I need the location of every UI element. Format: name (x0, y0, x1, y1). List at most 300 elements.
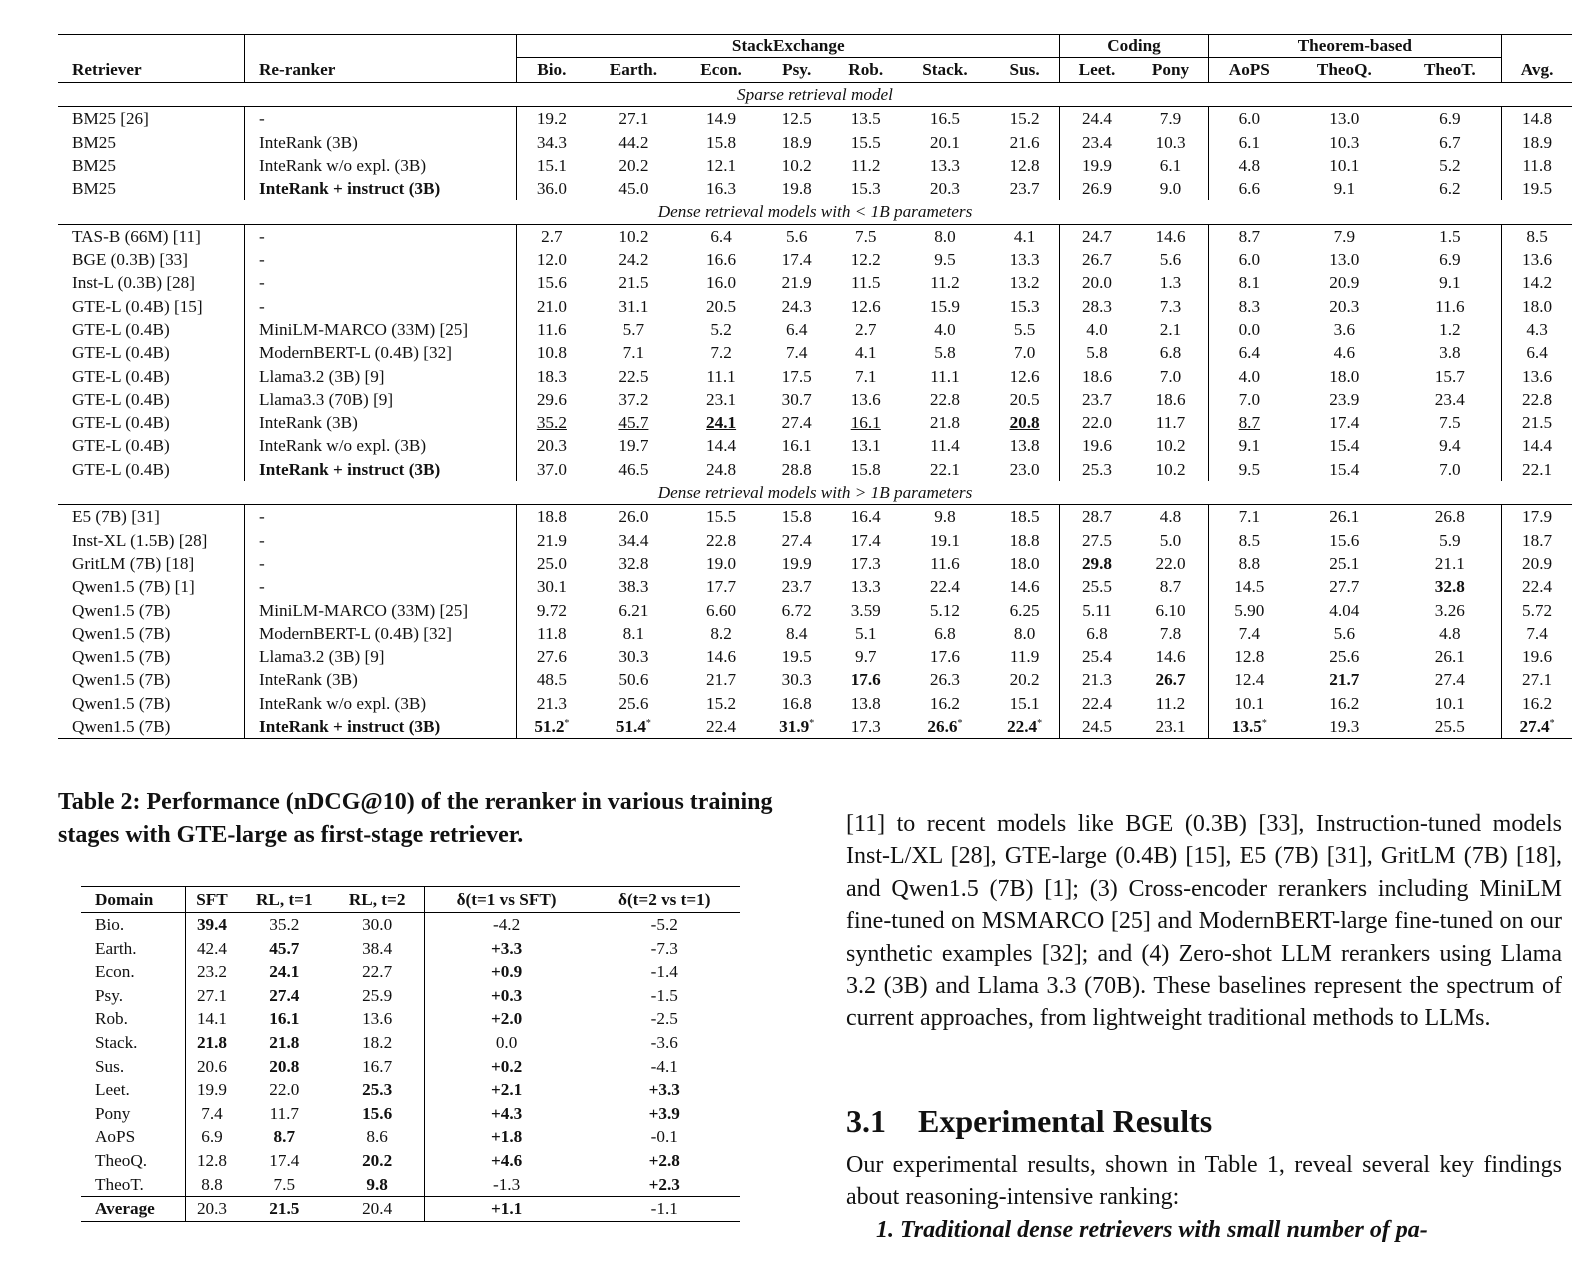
score-cell: 38.4 (331, 937, 425, 961)
score-cell: -1.3 (492, 1174, 521, 1194)
col-header: Earth. (587, 58, 680, 83)
score-cell: 18.6 (1081, 366, 1113, 386)
score-cell: 21.3 (1081, 670, 1113, 690)
score-cell: 5.72 (1522, 600, 1553, 620)
score-cell: 19.6 (1081, 436, 1113, 456)
score-cell: 5.0 (1134, 529, 1209, 552)
reranker-cell: InteRank + instruct (3B) (245, 458, 517, 481)
reranker-cell: MiniLM-MARCO (33M) [25] (245, 599, 517, 622)
score-cell: 20.0 (1081, 273, 1113, 293)
score-cell: 11.2 (930, 273, 960, 293)
score-cell: 9.0 (1134, 177, 1209, 200)
retriever-cell: GTE-L (0.4B) (58, 434, 245, 457)
score-cell: 17.7 (706, 577, 737, 597)
col-header: Stack. (900, 58, 990, 83)
score-cell: 30.3 (618, 647, 649, 667)
score-cell: 16.1 (269, 1009, 300, 1029)
score-cell: 26.0 (618, 507, 649, 527)
score-cell: +2.3 (648, 1174, 680, 1194)
score-cell: 8.2 (710, 623, 732, 643)
col-header: Rob. (831, 58, 900, 83)
reranker-cell: - (245, 505, 517, 529)
score-cell: 13.8 (990, 434, 1060, 457)
table-row (81, 1031, 740, 1055)
score-cell: 24.1 (269, 962, 300, 982)
reranker-cell: InteRank + instruct (3B) (245, 715, 517, 739)
body-paragraph-baselines (846, 808, 1562, 1035)
score-cell: 29.8 (1081, 553, 1113, 573)
score-cell: 10.8 (536, 343, 567, 363)
score-cell: 6.60 (706, 600, 737, 620)
score-cell: 15.9 (929, 296, 960, 316)
score-cell: 24.7 (1081, 226, 1113, 246)
col-header: Sus. (990, 58, 1060, 83)
score-cell: 8.7 (273, 1127, 296, 1147)
score-cell: +3.3 (490, 938, 523, 958)
score-cell: 26.7 (1081, 250, 1113, 270)
score-cell: 5.8 (934, 343, 956, 363)
score-cell: 21.6 (990, 131, 1060, 154)
score-cell: 7.0 (1238, 389, 1261, 409)
score-cell: 14.1 (196, 1009, 228, 1029)
table-row (58, 458, 1572, 481)
reranker-cell: InteRank + instruct (3B) (245, 177, 517, 200)
score-cell: 32.8 (618, 553, 649, 573)
score-cell: 9.1 (1333, 179, 1356, 199)
reranker-cell: Llama3.2 (3B) [9] (245, 645, 517, 668)
score-cell: 27.6 (536, 647, 567, 667)
score-cell: 7.2 (710, 343, 732, 363)
reranker-cell: InteRank (3B) (245, 668, 517, 691)
score-cell: 12.1 (706, 155, 737, 175)
score-cell: 22.0 (269, 1080, 300, 1100)
table-row (81, 1173, 740, 1197)
score-cell: 7.0 (1399, 458, 1502, 481)
score-cell: 13.3 (929, 155, 960, 175)
score-cell: 2.7 (541, 226, 563, 246)
col-header: RL, t=1 (238, 887, 331, 913)
score-cell: 8.7 (1134, 575, 1209, 598)
score-cell: 26.7 (1134, 668, 1209, 691)
score-cell: 13.3 (850, 577, 881, 597)
score-cell: 18.5 (990, 505, 1060, 529)
score-cell: 7.3 (1134, 295, 1209, 318)
score-cell: 10.2 (1134, 458, 1209, 481)
score-cell: 13.0 (1329, 250, 1360, 270)
table-row (58, 248, 1572, 271)
score-cell: 21.7 (706, 670, 737, 690)
score-cell: 11.7 (269, 1103, 300, 1123)
score-cell: 14.4 (1522, 436, 1553, 456)
domain-cell: Psy. (81, 984, 186, 1008)
table-row (81, 913, 740, 937)
score-cell: 8.5 (1238, 530, 1261, 550)
score-cell: 6.25 (990, 599, 1060, 622)
score-cell: 37.0 (536, 459, 567, 479)
col-header: Re-ranker (245, 58, 517, 83)
score-cell: 21.5 (618, 273, 649, 293)
score-cell: 10.2 (781, 155, 812, 175)
table-row (58, 177, 1572, 200)
score-cell: 10.1 (1234, 693, 1265, 713)
reranker-cell: ModernBERT-L (0.4B) [32] (245, 622, 517, 645)
col-header: TheoT. (1399, 58, 1502, 83)
score-cell: 19.5 (1522, 179, 1553, 199)
score-cell: 9.72 (536, 600, 567, 620)
average-row (81, 1197, 740, 1222)
score-cell: 16.6 (706, 250, 737, 270)
score-cell: 26.1 (1399, 645, 1502, 668)
domain-cell: Rob. (81, 1007, 186, 1031)
score-cell: 24.4 (1081, 109, 1113, 129)
reranker-cell: - (245, 248, 517, 271)
score-cell: 22.0 (1081, 413, 1113, 433)
col-header: Psy. (762, 58, 831, 83)
score-cell: 38.3 (618, 577, 649, 597)
score-cell: 15.5 (850, 132, 881, 152)
score-cell: 16.2 (1522, 693, 1553, 713)
score-cell: 23.4 (1399, 388, 1502, 411)
score-cell: 21.8 (269, 1032, 300, 1052)
score-cell: 11.8 (1522, 155, 1552, 175)
score-cell: 14.8 (1522, 109, 1553, 129)
score-cell: 0.0 (1238, 319, 1261, 339)
score-cell: 6.7 (1399, 131, 1502, 154)
score-cell: 42.4 (196, 938, 228, 958)
score-cell: 21.5 (1522, 413, 1553, 433)
score-cell: 19.5 (781, 647, 812, 667)
score-cell: 7.9 (1134, 107, 1209, 131)
domain-cell: Leet. (81, 1078, 186, 1102)
score-cell: 15.2 (706, 693, 737, 713)
score-cell: 15.1 (536, 155, 567, 175)
col-header: Econ. (680, 58, 762, 83)
score-cell: 5.90 (1234, 600, 1265, 620)
score-cell: 11.6 (930, 553, 960, 573)
table-row (58, 715, 1572, 739)
finding-1: 1. Traditional dense retrievers with small number of pa- (876, 1217, 1428, 1243)
score-cell: 28.8 (781, 459, 812, 479)
score-cell: 8.5 (1526, 226, 1548, 246)
col-header: Leet. (1060, 58, 1134, 83)
score-cell: 9.1 (1238, 436, 1261, 456)
score-cell: 11.7 (1134, 411, 1209, 434)
score-cell: 13.0 (1329, 109, 1360, 129)
score-cell: -4.2 (492, 915, 521, 934)
score-cell: 23.0 (990, 458, 1060, 481)
score-cell: 15.6 (536, 273, 567, 293)
score-cell: 19.0 (706, 553, 737, 573)
score-cell: 22.7 (331, 960, 425, 984)
score-cell: 20.3 (1329, 296, 1360, 316)
table-row (58, 668, 1572, 691)
score-cell: 6.4 (1238, 343, 1261, 363)
score-cell: 7.1 (1238, 507, 1261, 527)
score-cell: 22.1 (929, 459, 960, 479)
score-cell: 13.2 (990, 271, 1060, 294)
score-cell: 7.0 (990, 341, 1060, 364)
score-cell: 11.4 (930, 436, 960, 456)
score-cell: 27.4 (781, 530, 812, 550)
score-cell: 12.4 (1234, 670, 1265, 690)
retriever-cell: TAS-B (66M) [11] (58, 224, 245, 248)
retriever-cell: BM25 (58, 177, 245, 200)
score-cell: 45.0 (618, 179, 649, 199)
paragraph-text: [11] to recent models like BGE (0.3B) [33], Instruction-tuned models Inst-L/XL [28], GTE-large (0.4B) [15], E5 (7B) [31], GritLM (7B) [18], and Qwen1.5 (7B) [1]; (3) Cross-encoder rerankers including MiniLM fine-tuned on MSMARCO [25] and ModernBERT-large fine-tuned on our synthetic examples [32]; and (4) Zero-shot LLM rerankers using Llama 3.2 (3B) and Llama 3.3 (70B). These baselines represent the spectrum of current approaches, from lightweight traditional methods to LLMs. (846, 811, 1562, 1032)
score-cell: 22.4 (1522, 577, 1553, 597)
score-cell: 7.5 (273, 1174, 296, 1194)
score-cell: 24.8 (706, 459, 737, 479)
score-cell: 15.8 (781, 507, 812, 527)
score-cell: 7.5 (1399, 411, 1502, 434)
score-cell: 30.1 (536, 577, 567, 597)
score-cell: 5.6 (1134, 248, 1209, 271)
score-cell: +4.6 (490, 1150, 523, 1170)
score-cell: 5.6 (1333, 623, 1356, 643)
score-cell: 12.8 (1234, 647, 1265, 667)
score-cell: 6.10 (1134, 599, 1209, 622)
score-cell: 9.7 (854, 647, 877, 667)
reranker-cell: - (245, 271, 517, 294)
score-cell: 21.3 (536, 693, 567, 713)
score-cell: -2.5 (650, 1009, 678, 1029)
score-cell: 8.7 (1238, 413, 1261, 433)
score-cell: 6.72 (781, 600, 812, 620)
score-cell: 25.5 (1399, 715, 1502, 739)
score-cell: 6.21 (618, 600, 649, 620)
score-cell: 20.6 (196, 1056, 228, 1076)
score-cell: 25.5 (1081, 577, 1113, 597)
col-header: Pony (1134, 58, 1209, 83)
score-cell: 8.7 (1238, 226, 1261, 246)
score-cell: 13.6 (1522, 250, 1553, 270)
score-cell: 23.4 (1081, 132, 1113, 152)
score-cell: 21.8 (929, 413, 960, 433)
score-cell: 16.7 (331, 1055, 425, 1079)
score-cell: 8.4 (785, 623, 808, 643)
score-cell: 27.4 (269, 985, 300, 1005)
score-cell: 17.9 (1522, 507, 1553, 527)
score-cell: 27.5 (1081, 530, 1113, 550)
col-header: Retriever (58, 58, 245, 83)
score-cell: 17.3 (831, 715, 900, 739)
retriever-cell: BM25 (58, 131, 245, 154)
col-header: SFT (186, 887, 238, 913)
section-intro-paragraph: Our experimental results, shown in Table 1, reveal several key findings about reasoning-intensive ranking: (846, 1152, 1562, 1211)
score-cell: 22.4* (990, 715, 1060, 739)
score-cell: 20.8 (269, 1056, 300, 1076)
score-cell: 12.2 (850, 250, 881, 270)
score-cell: 8.1 (1238, 273, 1261, 293)
score-cell: 26.3 (929, 670, 960, 690)
score-cell: 19.6 (1522, 647, 1553, 667)
score-cell: 17.4 (269, 1150, 300, 1170)
results-table-2 (81, 886, 740, 1222)
score-cell: 19.9 (781, 553, 812, 573)
score-cell: 11.1 (930, 366, 960, 386)
retriever-cell: BM25 (58, 154, 245, 177)
score-cell: 8.3 (1238, 296, 1261, 316)
score-cell: 11.9 (990, 645, 1060, 668)
score-cell: 10.1 (1329, 155, 1360, 175)
score-cell: 14.6 (706, 647, 737, 667)
score-cell: 16.8 (781, 693, 812, 713)
score-cell: 6.8 (1086, 623, 1108, 643)
score-cell: 16.1 (850, 413, 881, 433)
score-cell: 23.9 (1329, 389, 1360, 409)
retriever-cell: GTE-L (0.4B) (58, 388, 245, 411)
score-cell: 15.4 (1329, 436, 1360, 456)
table-row (58, 295, 1572, 318)
score-cell: 13.6 (1522, 366, 1553, 386)
score-cell: -1.1 (589, 1197, 740, 1222)
score-cell: -0.1 (650, 1127, 678, 1147)
score-cell: 22.1 (1522, 459, 1553, 479)
score-cell: 20.8 (990, 411, 1060, 434)
domain-cell: TheoQ. (81, 1149, 186, 1173)
score-cell: 7.8 (1134, 622, 1209, 645)
section-label: Sparse retrieval model (58, 83, 1572, 107)
score-cell: 25.3 (1081, 459, 1113, 479)
group-header-coding: Coding (1060, 35, 1208, 58)
table-row (58, 692, 1572, 715)
score-cell: 13.6 (331, 1007, 425, 1031)
score-cell: +1.8 (490, 1127, 523, 1147)
score-cell: -1.4 (650, 962, 678, 982)
col-header: RL, t=2 (331, 887, 425, 913)
col-header: TheoQ. (1290, 58, 1398, 83)
results-table-1 (58, 34, 1572, 739)
score-cell: 22.8 (1522, 389, 1553, 409)
score-cell: 21.0 (536, 296, 567, 316)
score-cell: 6.9 (1399, 107, 1502, 131)
table-row (58, 154, 1572, 177)
score-cell: 6.8 (1134, 341, 1209, 364)
score-cell: 18.3 (536, 366, 567, 386)
score-cell: 15.3 (990, 295, 1060, 318)
score-cell: 22.4 (680, 715, 762, 739)
score-cell: 19.9 (196, 1080, 228, 1100)
score-cell: 27.1 (618, 109, 649, 129)
score-cell: 34.4 (618, 530, 649, 550)
retriever-cell: Qwen1.5 (7B) (58, 622, 245, 645)
reranker-cell: InteRank w/o expl. (3B) (245, 154, 517, 177)
reranker-cell: ModernBERT-L (0.4B) [32] (245, 341, 517, 364)
score-cell: 36.0 (536, 179, 567, 199)
score-cell: 8.0 (934, 226, 956, 246)
reranker-cell: - (245, 552, 517, 575)
col-header: Bio. (517, 58, 587, 83)
score-cell: 45.7 (269, 938, 300, 958)
col-header: δ(t=1 vs SFT) (424, 887, 588, 913)
score-cell: 4.8 (1238, 155, 1261, 175)
score-cell: 18.0 (1522, 296, 1553, 316)
score-cell: 4.3 (1526, 319, 1548, 339)
score-cell: 7.4 (785, 343, 808, 363)
score-cell: 24.2 (618, 250, 649, 270)
score-cell: 12.6 (990, 365, 1060, 388)
score-cell: 19.1 (929, 530, 960, 550)
score-cell: 13.1 (850, 436, 881, 456)
score-cell: 5.9 (1399, 529, 1502, 552)
score-cell: +1.1 (424, 1197, 588, 1222)
score-cell: 17.3 (850, 553, 881, 573)
table-row (81, 984, 740, 1008)
score-cell: 11.6 (537, 319, 567, 339)
reranker-cell: - (245, 224, 517, 248)
score-cell: +0.9 (490, 962, 523, 982)
table-row (58, 271, 1572, 294)
score-cell: 11.2 (1134, 692, 1209, 715)
score-cell: 51.4* (587, 715, 680, 739)
retriever-cell: Inst-XL (1.5B) [28] (58, 529, 245, 552)
section-label: Dense retrieval models with > 1B parameters (58, 481, 1572, 505)
score-cell: 14.2 (1522, 273, 1553, 293)
retriever-cell: GTE-L (0.4B) (58, 341, 245, 364)
score-cell: 7.4 (1238, 623, 1261, 643)
score-cell: 20.1 (929, 132, 960, 152)
score-cell: 31.1 (618, 296, 649, 316)
score-cell: 16.0 (706, 273, 737, 293)
score-cell: 4.0 (1086, 319, 1108, 339)
table-row (58, 645, 1572, 668)
score-cell: 7.4 (1526, 623, 1548, 643)
score-cell: 14.9 (706, 109, 737, 129)
score-cell: 23.7 (990, 177, 1060, 200)
score-cell: 5.2 (1399, 154, 1502, 177)
score-cell: 6.4 (785, 319, 808, 339)
score-cell: 17.4 (1329, 413, 1360, 433)
score-cell: 14.4 (706, 436, 737, 456)
score-cell: 24.5 (1060, 715, 1134, 739)
score-cell: 20.3 (536, 436, 567, 456)
score-cell: 6.0 (1238, 250, 1261, 270)
score-cell: 32.8 (1399, 575, 1502, 598)
score-cell: 22.8 (706, 530, 737, 550)
retriever-cell: Qwen1.5 (7B) [1] (58, 575, 245, 598)
score-cell: 11.5 (851, 273, 881, 293)
score-cell: 18.6 (1134, 388, 1209, 411)
reranker-cell: - (245, 295, 517, 318)
score-cell: 22.8 (929, 389, 960, 409)
score-cell: 17.6 (850, 670, 881, 690)
retriever-cell: GTE-L (0.4B) (58, 411, 245, 434)
domain-cell: Average (81, 1197, 186, 1222)
score-cell: 29.6 (536, 389, 567, 409)
score-cell: 22.4 (929, 577, 960, 597)
reranker-cell: InteRank w/o expl. (3B) (245, 434, 517, 457)
score-cell: +3.9 (648, 1103, 680, 1123)
score-cell: 34.3 (536, 132, 567, 152)
score-cell: 4.0 (1238, 366, 1261, 386)
score-cell: 31.9* (762, 715, 831, 739)
score-cell: 20.9 (1329, 273, 1360, 293)
score-cell: 18.9 (781, 132, 812, 152)
score-cell: 25.9 (331, 984, 425, 1008)
group-header-stackexchange: StackExchange (517, 35, 1060, 58)
score-cell: 15.1 (990, 692, 1060, 715)
score-cell: 7.5 (854, 226, 877, 246)
score-cell: +2.8 (648, 1150, 680, 1170)
table-row (58, 107, 1572, 131)
score-cell: 21.7 (1329, 670, 1360, 690)
score-cell: 17.4 (850, 530, 881, 550)
table-row (58, 411, 1572, 434)
score-cell: 48.5 (536, 670, 567, 690)
score-cell: 6.1 (1134, 154, 1209, 177)
score-cell: 1.5 (1399, 224, 1502, 248)
table-row (58, 434, 1572, 457)
